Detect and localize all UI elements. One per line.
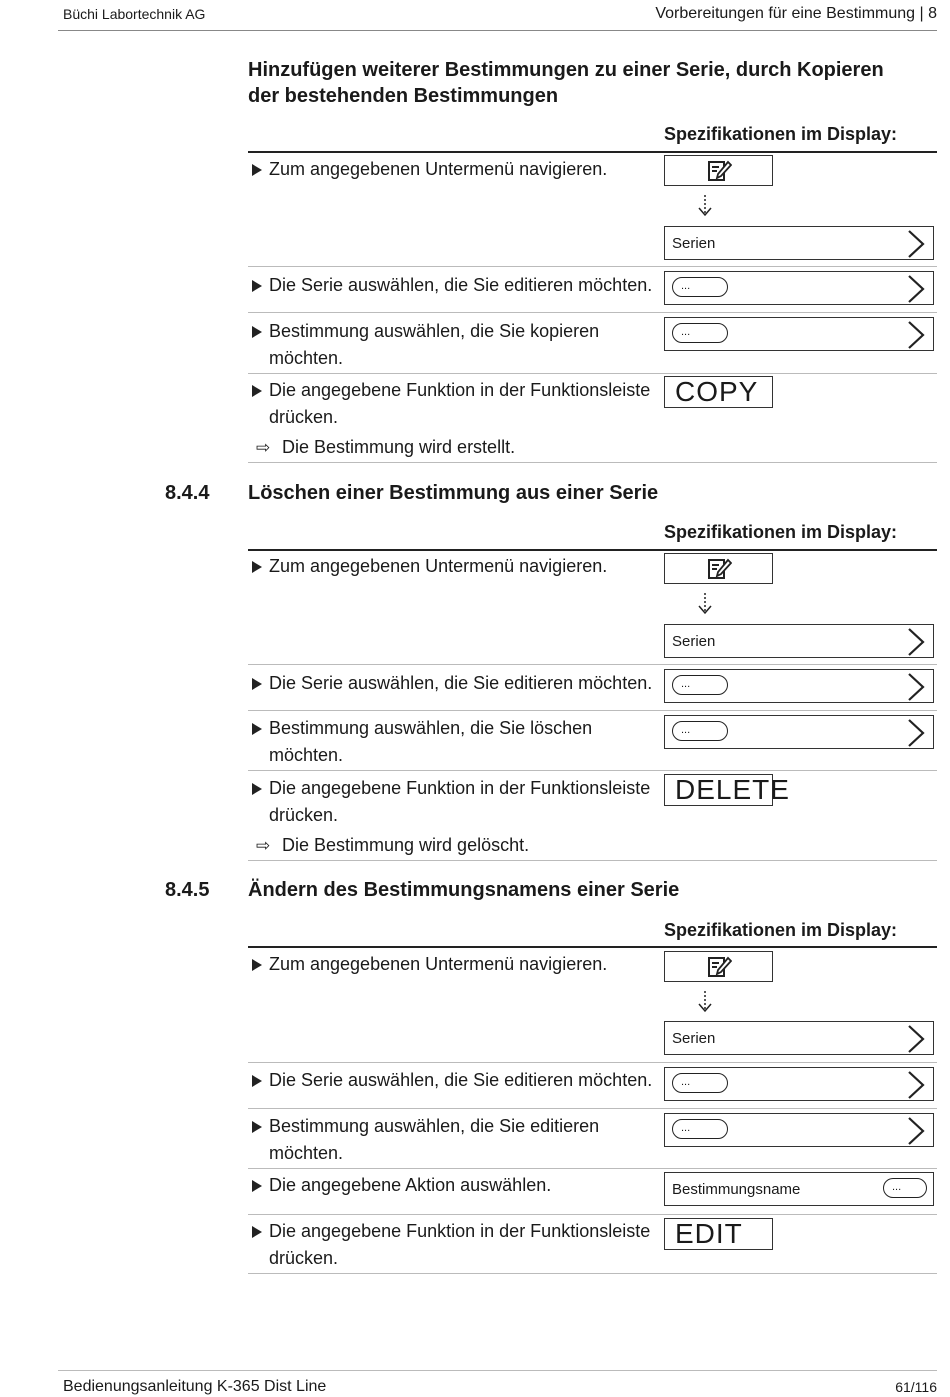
edit-menu-button[interactable] (664, 951, 773, 982)
step-select-determination: Bestimmung auswählen, die Sie kopieren möchten. (269, 318, 661, 372)
header-chapter: Vorbereitungen für eine Bestimmung | 8 (655, 5, 937, 22)
determination-select-item[interactable] (664, 1113, 934, 1147)
dotted-down-arrow-icon (697, 990, 713, 1014)
edit-menu-button[interactable] (664, 553, 773, 584)
series-select-item[interactable] (664, 271, 934, 305)
edit-menu-button[interactable] (664, 155, 773, 186)
row-divider (248, 373, 937, 374)
row-divider (248, 462, 937, 463)
row-divider (248, 860, 937, 861)
dotted-down-arrow-icon (697, 194, 713, 218)
chevron-right-icon (907, 628, 925, 656)
section-copy-title: Hinzufügen weiterer Bestimmungen zu einer Serie, durch Kopieren der bestehenden Bestimmungen (248, 59, 884, 107)
footer-manual: Bedienungsanleitung K-365 Dist Line (63, 1378, 327, 1395)
step-navigate: Zum angegebenen Untermenü navigieren. (269, 553, 661, 580)
header-company: Büchi Labortechnik AG (63, 6, 206, 22)
row-divider (248, 266, 937, 267)
chevron-right-icon (907, 1071, 925, 1099)
step-navigate: Zum angegebenen Untermenü navigieren. (269, 156, 661, 183)
series-select-item[interactable] (664, 1067, 934, 1101)
value-pill: ... (672, 1119, 728, 1139)
determination-select-item[interactable] (664, 317, 934, 351)
row-divider (248, 1062, 937, 1063)
serien-menu-item[interactable] (664, 226, 934, 260)
bestimmungsname-label: Bestimmungsname (672, 1180, 801, 1198)
section-rename-title: Ändern des Bestimmungsnamens einer Serie (248, 879, 680, 901)
value-pill: ... (672, 675, 728, 695)
edit-note-icon (706, 557, 732, 581)
serien-menu-item[interactable] (664, 1021, 934, 1055)
value-pill: ... (672, 277, 728, 297)
result-text: Die Bestimmung wird erstellt. (282, 437, 516, 457)
step-select-determination: Bestimmung auswählen, die Sie editieren möchten. (269, 1113, 661, 1167)
table-header-rule (248, 946, 937, 948)
step-press-function: Die angegebene Funktion in der Funktionsleiste drücken. (269, 377, 661, 431)
edit-note-icon (706, 159, 732, 183)
spec-heading: Spezifikationen im Display: (664, 522, 898, 542)
spec-heading: Spezifikationen im Display: (664, 920, 898, 940)
chevron-right-icon (907, 673, 925, 701)
chevron-right-icon (907, 1117, 925, 1145)
step-select-series: Die Serie auswählen, die Sie editieren möchten. (269, 272, 661, 299)
chevron-right-icon (907, 719, 925, 747)
result-arrow-icon: ⇨ (256, 836, 271, 855)
determination-select-item[interactable] (664, 715, 934, 749)
row-divider (248, 1214, 937, 1215)
result-arrow-icon: ⇨ (256, 438, 271, 457)
serien-label: Serien (672, 234, 716, 252)
bestimmungsname-item[interactable] (664, 1172, 934, 1206)
serien-label: Serien (672, 1029, 716, 1047)
section-delete-title: Löschen einer Bestimmung aus einer Serie (248, 482, 659, 504)
table-header-rule (248, 549, 937, 551)
section-delete-number: 8.4.4 (165, 482, 210, 504)
value-pill: ... (672, 1073, 728, 1093)
edit-note-icon (706, 955, 732, 979)
spec-heading: Spezifikationen im Display: (664, 124, 898, 144)
step-navigate: Zum angegebenen Untermenü navigieren. (269, 951, 661, 978)
row-divider (248, 1168, 937, 1169)
chevron-right-icon (907, 275, 925, 303)
dotted-down-arrow-icon (697, 592, 713, 616)
row-divider (248, 664, 937, 665)
step-select-series: Die Serie auswählen, die Sie editieren möchten. (269, 670, 661, 697)
row-divider (248, 312, 937, 313)
table-header-rule (248, 151, 937, 153)
copy-function-button[interactable]: COPY (664, 376, 773, 408)
chevron-right-icon (907, 321, 925, 349)
step-select-series: Die Serie auswählen, die Sie editieren möchten. (269, 1067, 661, 1094)
series-select-item[interactable] (664, 669, 934, 703)
value-pill: ... (672, 721, 728, 741)
footer-page-number: 61/116 (895, 1379, 937, 1395)
value-pill: ... (883, 1178, 927, 1198)
result-text: Die Bestimmung wird gelöscht. (282, 835, 530, 855)
chevron-right-icon (907, 1025, 925, 1053)
row-divider (248, 1273, 937, 1274)
row-divider (248, 710, 937, 711)
edit-function-button[interactable]: EDIT (664, 1218, 773, 1250)
step-press-function: Die angegebene Funktion in der Funktionsleiste drücken. (269, 1218, 661, 1272)
step-select-determination: Bestimmung auswählen, die Sie löschen möchten. (269, 715, 661, 769)
footer-divider (58, 1370, 937, 1371)
row-divider (248, 770, 937, 771)
row-divider (248, 1108, 937, 1109)
section-rename-number: 8.4.5 (165, 879, 210, 901)
serien-label: Serien (672, 632, 716, 650)
value-pill: ... (672, 323, 728, 343)
delete-function-button[interactable]: DELETE (664, 774, 773, 806)
step-select-action: Die angegebene Aktion auswählen. (269, 1172, 661, 1199)
serien-menu-item[interactable] (664, 624, 934, 658)
step-press-function: Die angegebene Funktion in der Funktionsleiste drücken. (269, 775, 661, 829)
chevron-right-icon (907, 230, 925, 258)
header-divider (58, 30, 937, 31)
